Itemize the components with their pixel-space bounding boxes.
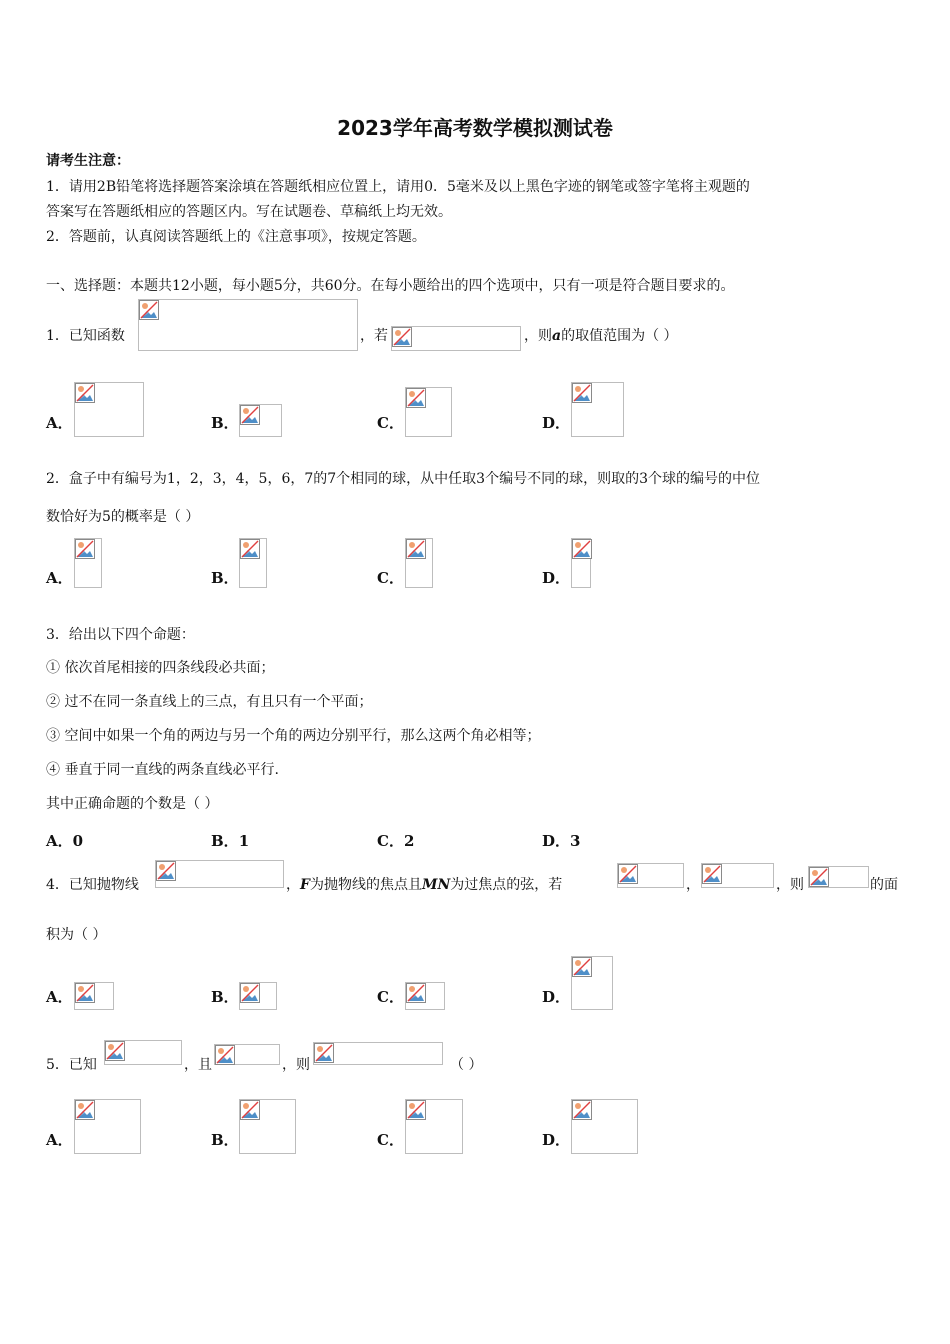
- q2-option-d-label: D．: [542, 569, 571, 587]
- q4-option-a-label: A．: [46, 988, 73, 1006]
- q3-option-c-label: C．: [377, 832, 404, 850]
- q4-parabola-image: [155, 860, 284, 888]
- q3-proposition-4: ④ 垂直于同一直线的两条直线必平行.: [46, 762, 279, 778]
- broken-image-icon: [314, 1043, 334, 1063]
- broken-image-icon: [240, 539, 260, 559]
- q5-option-d-image: [571, 1099, 638, 1154]
- broken-image-icon: [572, 539, 592, 559]
- q5-option-a-image: [74, 1099, 141, 1154]
- broken-image-icon: [75, 1100, 95, 1120]
- broken-image-icon: [139, 300, 159, 320]
- broken-image-icon: [75, 383, 95, 403]
- notice-line-2: 答案写在答题纸相应的答题区内。写在试题卷、草稿纸上均无效。: [46, 204, 452, 220]
- broken-image-icon: [572, 1100, 592, 1120]
- q5-pre: 5．已知: [46, 1057, 97, 1073]
- q3-ask: 其中正确命题的个数是（ ）: [46, 796, 219, 812]
- broken-image-icon: [240, 1100, 260, 1120]
- q4-option-d-label: D．: [542, 988, 571, 1006]
- q1-option-d-image: [571, 382, 624, 437]
- q3-option-c: [377, 830, 414, 851]
- q1-option-a-label: A．: [46, 414, 73, 432]
- broken-image-icon: [406, 539, 426, 559]
- q3-proposition-2: ② 过不在同一条直线上的三点，有且只有一个平面；: [46, 694, 373, 710]
- q4-comma-1: ，: [286, 877, 300, 893]
- q1-formula-image: [138, 299, 358, 351]
- q1-option-a-image: [74, 382, 144, 437]
- q4-option-a-image: [74, 982, 114, 1010]
- broken-image-icon: [156, 861, 176, 881]
- q4-condition-image-2: [701, 863, 774, 888]
- q4-chord-mn: MN: [421, 877, 451, 893]
- q5-given-image-1: [104, 1040, 182, 1065]
- q1-condition-image: [391, 326, 521, 351]
- broken-image-icon: [809, 867, 829, 887]
- q3-option-b-label: B．: [211, 832, 239, 850]
- q3-option-d-label: D．: [542, 832, 571, 850]
- q3-proposition-1: ① 依次首尾相接的四条线段必共面；: [46, 660, 275, 676]
- q5-mid-2: ，则: [282, 1057, 310, 1073]
- q4-condition-image-1: [617, 863, 684, 888]
- q5-mid-1: ，且: [184, 1057, 212, 1073]
- q4-comma-2: ，: [686, 877, 700, 893]
- q4-option-c-label: C．: [377, 988, 404, 1006]
- q4-line-2: 积为（ ）: [46, 927, 107, 943]
- q4-option-d-image: [571, 956, 613, 1010]
- broken-image-icon: [406, 388, 426, 408]
- q2-option-c-label: C．: [377, 569, 404, 587]
- q2-option-b-label: B．: [211, 569, 239, 587]
- q1-post1: ，则: [524, 328, 552, 344]
- q4-triangle-image: [808, 866, 869, 888]
- q4-comma-3: ，则: [776, 877, 804, 893]
- broken-image-icon: [75, 983, 95, 1003]
- broken-image-icon: [105, 1041, 125, 1061]
- broken-image-icon: [406, 1100, 426, 1120]
- q2-option-a-label: A．: [46, 569, 73, 587]
- q5-option-d-label: D．: [542, 1131, 571, 1149]
- q4-option-c-image: [405, 982, 445, 1010]
- broken-image-icon: [572, 383, 592, 403]
- q4-tail: 的面: [870, 877, 898, 893]
- broken-image-icon: [702, 864, 722, 884]
- q2-option-c-image: [405, 538, 433, 588]
- q3-option-b: [211, 830, 249, 851]
- q5-option-c-image: [405, 1099, 463, 1154]
- q1-post-line: [524, 327, 678, 345]
- q1-option-d-label: D．: [542, 414, 571, 432]
- broken-image-icon: [618, 864, 638, 884]
- q2-line-2: 数恰好为5的概率是（ ）: [46, 509, 200, 525]
- q5-given-image-2: [214, 1044, 280, 1065]
- page-title: 2023学年高考数学模拟测试卷: [337, 116, 613, 140]
- q4-option-b-image: [239, 982, 277, 1010]
- q4-mid-1: 为抛物线的焦点且: [309, 877, 422, 893]
- section-heading: 一、选择题：本题共12小题，每小题5分，共60分。在每小题给出的四个选项中，只有一项是符合题目要求的。: [46, 278, 735, 294]
- q5-option-b-image: [239, 1099, 296, 1154]
- q3-option-d-value: 3: [570, 832, 581, 850]
- q1-option-b-image: [239, 404, 282, 437]
- q1-mid: ，若: [360, 328, 388, 344]
- notice-line-1: 1．请用2B铅笔将选择题答案涂填在答题纸相应位置上，请用0．5毫米及以上黑色字迹的钢笔或签字笔将主观题的: [46, 179, 750, 195]
- broken-image-icon: [75, 539, 95, 559]
- q2-option-d-image: [571, 538, 591, 588]
- q1-option-c-image: [405, 387, 452, 437]
- q1-variable: a: [552, 328, 562, 344]
- q1-pre: 1．已知函数: [46, 328, 125, 344]
- q4-option-b-label: B．: [211, 988, 239, 1006]
- q3-proposition-3: ③ 空间中如果一个角的两边与另一个角的两边分别平行，那么这两个角必相等；: [46, 728, 541, 744]
- q4-text-1: [286, 876, 562, 894]
- q5-expression-image: [313, 1042, 443, 1065]
- broken-image-icon: [215, 1045, 235, 1065]
- q3-option-d: [542, 830, 580, 851]
- broken-image-icon: [406, 983, 426, 1003]
- q1-option-c-label: C．: [377, 414, 404, 432]
- q5-post: （ ）: [450, 1057, 483, 1073]
- q2-option-b-image: [239, 538, 267, 588]
- broken-image-icon: [572, 957, 592, 977]
- q3-option-b-value: 1: [238, 832, 250, 850]
- notice-heading: 请考生注意：: [46, 153, 130, 169]
- q4-pre: 4．已知抛物线: [46, 877, 139, 893]
- broken-image-icon: [392, 327, 412, 347]
- q4-mid-2: 为过焦点的弦，若: [450, 877, 563, 893]
- q3-option-a: [46, 830, 83, 851]
- q5-option-c-label: C．: [377, 1131, 404, 1149]
- q1-option-b-label: B．: [211, 414, 239, 432]
- q3-option-a-value: 0: [72, 832, 84, 850]
- q2-option-a-image: [74, 538, 102, 588]
- q2-line-1: 2．盒子中有编号为1，2，3，4，5，6，7的7个相同的球，从中任取3个编号不同的球，则取的3个球的编号的中位: [46, 471, 760, 487]
- broken-image-icon: [240, 983, 260, 1003]
- q3-option-c-value: 2: [403, 832, 415, 850]
- broken-image-icon: [240, 405, 260, 425]
- q5-option-a-label: A．: [46, 1131, 73, 1149]
- q5-option-b-label: B．: [211, 1131, 239, 1149]
- q3-option-a-label: A．: [46, 832, 73, 850]
- notice-line-3: 2．答题前，认真阅读答题纸上的《注意事项》，按规定答题。: [46, 229, 426, 245]
- q1-post2: 的取值范围为（ ）: [561, 328, 678, 344]
- q4-focus-f: F: [300, 877, 310, 893]
- q3-stem: 3．给出以下四个命题：: [46, 627, 195, 643]
